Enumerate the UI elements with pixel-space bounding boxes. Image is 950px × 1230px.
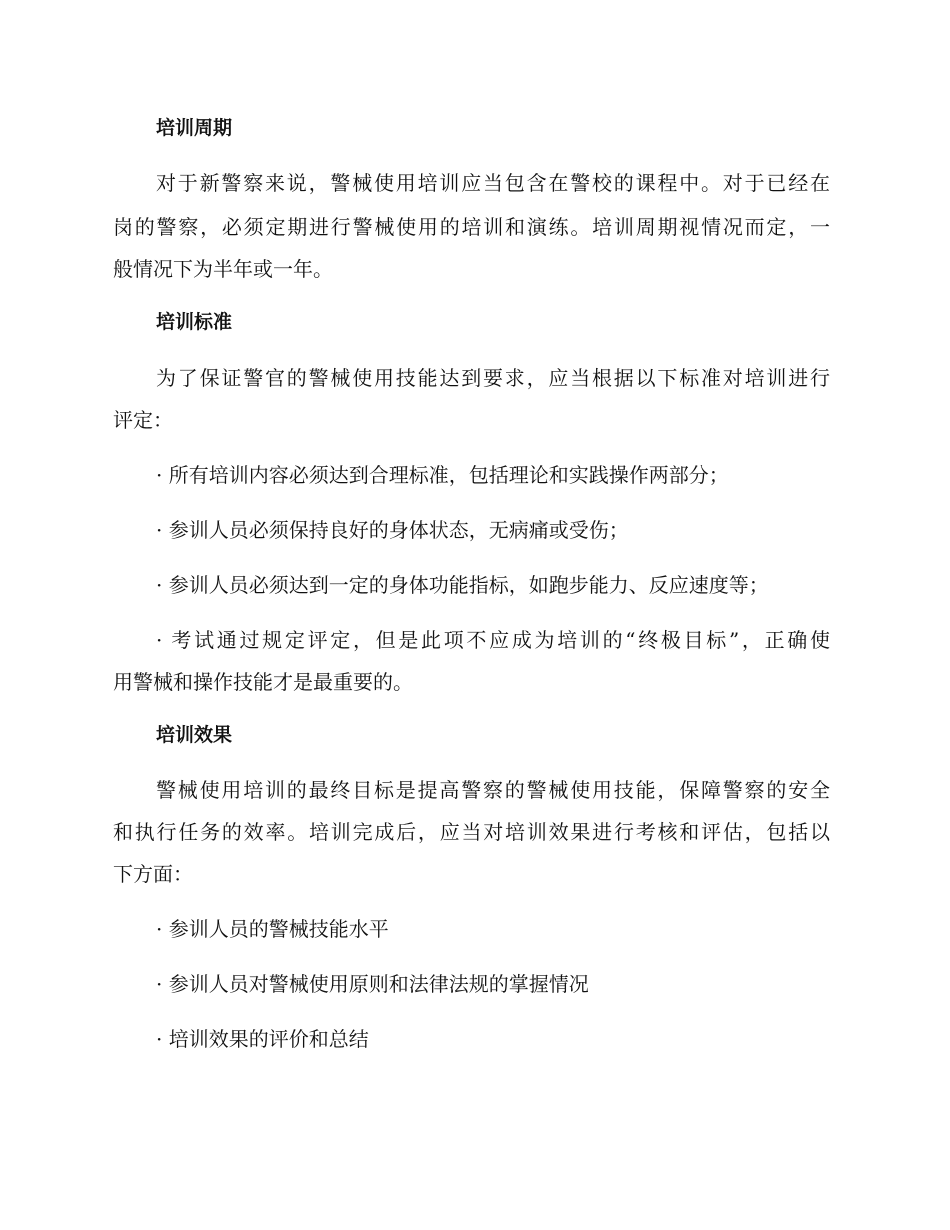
section-heading-training-standard: 培训标准 [156,311,233,333]
paragraph-line: 和执行任务的效率。培训完成后，应当对培训效果进行考核和评估，包括以 [113,820,830,844]
paragraph-line: 般情况下为半年或一年。 [113,257,333,281]
paragraph-line: 为了保证警官的警械使用技能达到要求，应当根据以下标准对培训进行 [156,366,830,390]
bullet-item: · 参训人员对警械使用原则和法律法规的掌握情况 [156,972,589,996]
section-heading-training-cycle: 培训周期 [156,117,233,139]
bullet-item: · 参训人员必须保持良好的身体状态，无病痛或受伤； [156,518,629,542]
paragraph-line: 对于新警察来说，警械使用培训应当包含在警校的课程中。对于已经在 [156,171,830,195]
bullet-item: · 所有培训内容必须达到合理标准，包括理论和实践操作两部分； [156,463,729,487]
bullet-item: · 参训人员的警械技能水平 [156,917,389,941]
bullet-item: · 考试通过规定评定，但是此项不应成为培训的“终极目标”，正确使 [156,628,830,652]
bullet-item: · 参训人员必须达到一定的身体功能指标，如跑步能力、反应速度等； [156,573,769,597]
paragraph-line: 下方面： [113,862,193,886]
section-heading-training-effect: 培训效果 [156,724,233,746]
bullet-item-continuation: 用警械和操作技能才是最重要的。 [113,670,413,694]
paragraph-line: 岗的警察，必须定期进行警械使用的培训和演练。培训周期视情况而定，一 [113,215,830,239]
bullet-item: · 培训效果的评价和总结 [156,1027,369,1051]
paragraph-line: 评定： [113,408,173,432]
paragraph-line: 警械使用培训的最终目标是提高警察的警械使用技能，保障警察的安全 [156,778,830,802]
